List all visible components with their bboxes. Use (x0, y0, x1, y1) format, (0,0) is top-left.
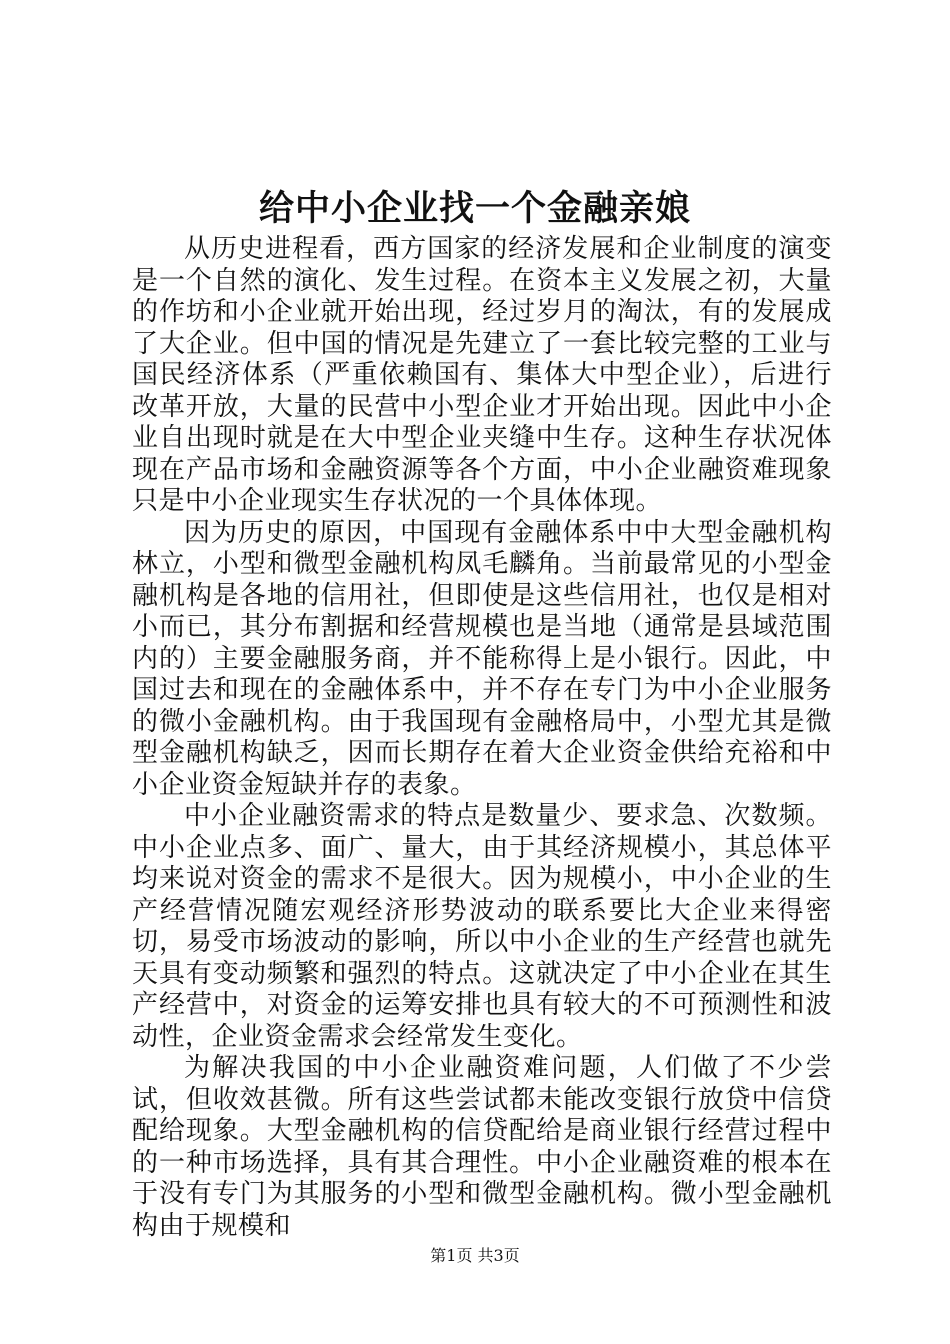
paragraph-4: 为解决我国的中小企业融资难问题，人们做了不少尝试，但收效甚微。所有这些尝试都未能改变银行放贷中信贷配给现象。大型金融机构的信贷配给是商业银行经营过程中的一种市场选择，具有其合理性。中小企业融资难的根本在于没有专门为其服务的小型和微型金融机构。微小型金融机构由于规模和 (132, 1053, 832, 1241)
paragraph-2: 因为历史的原因，中国现有金融体系中中大型金融机构林立，小型和微型金融机构凤毛麟角。当前最常见的小型金融机构是各地的信用社，但即使是这些信用社，也仅是相对小而已，其分布割据和经营规模也是当地（通常是县域范围内的）主要金融服务商，并不能称得上是小银行。因此，中国过去和现在的金融体系中，并不存在专门为中小企业服务的微小金融机构。由于我国现有金融格局中，小型尤其是微型金融机构缺乏，因而长期存在着大企业资金供给充裕和中小企业资金短缺并存的表象。 (132, 517, 832, 800)
paragraph-3: 中小企业融资需求的特点是数量少、要求急、次数频。中小企业点多、面广、量大，由于其经济规模小，其总体平均来说对资金的需求不是很大。因为规模小，中小企业的生产经营情况随宏观经济形势波动的联系要比大企业来得密切，易受市场波动的影响，所以中小企业的生产经营也就先天具有变动频繁和强烈的特点。这就决定了中小企业在其生产经营中，对资金的运筹安排也具有较大的不可预测性和波动性，企业资金需求会经常发生变化。 (132, 801, 832, 1052)
page-footer: 第1页 共3页 (430, 1246, 520, 1265)
document-title: 给中小企业找一个金融亲娘 (258, 188, 691, 229)
paragraph-1: 从历史进程看，西方国家的经济发展和企业制度的演变是一个自然的演化、发生过程。在资本主义发展之初，大量的作坊和小企业就开始出现，经过岁月的淘汰，有的发展成了大企业。但中国的情况是先建立了一套比较完整的工业与国民经济体系（严重依赖国有、集体大中型企业），后进行改革开放，大量的民营中小型企业才开始出现。因此中小企业自出现时就是在大中型企业夹缝中生存。这种生存状况体现在产品市场和金融资源等各个方面，中小企业融资难现象只是中小企业现实生存状况的一个具体体现。 (132, 234, 832, 516)
document-body (132, 234, 832, 1242)
